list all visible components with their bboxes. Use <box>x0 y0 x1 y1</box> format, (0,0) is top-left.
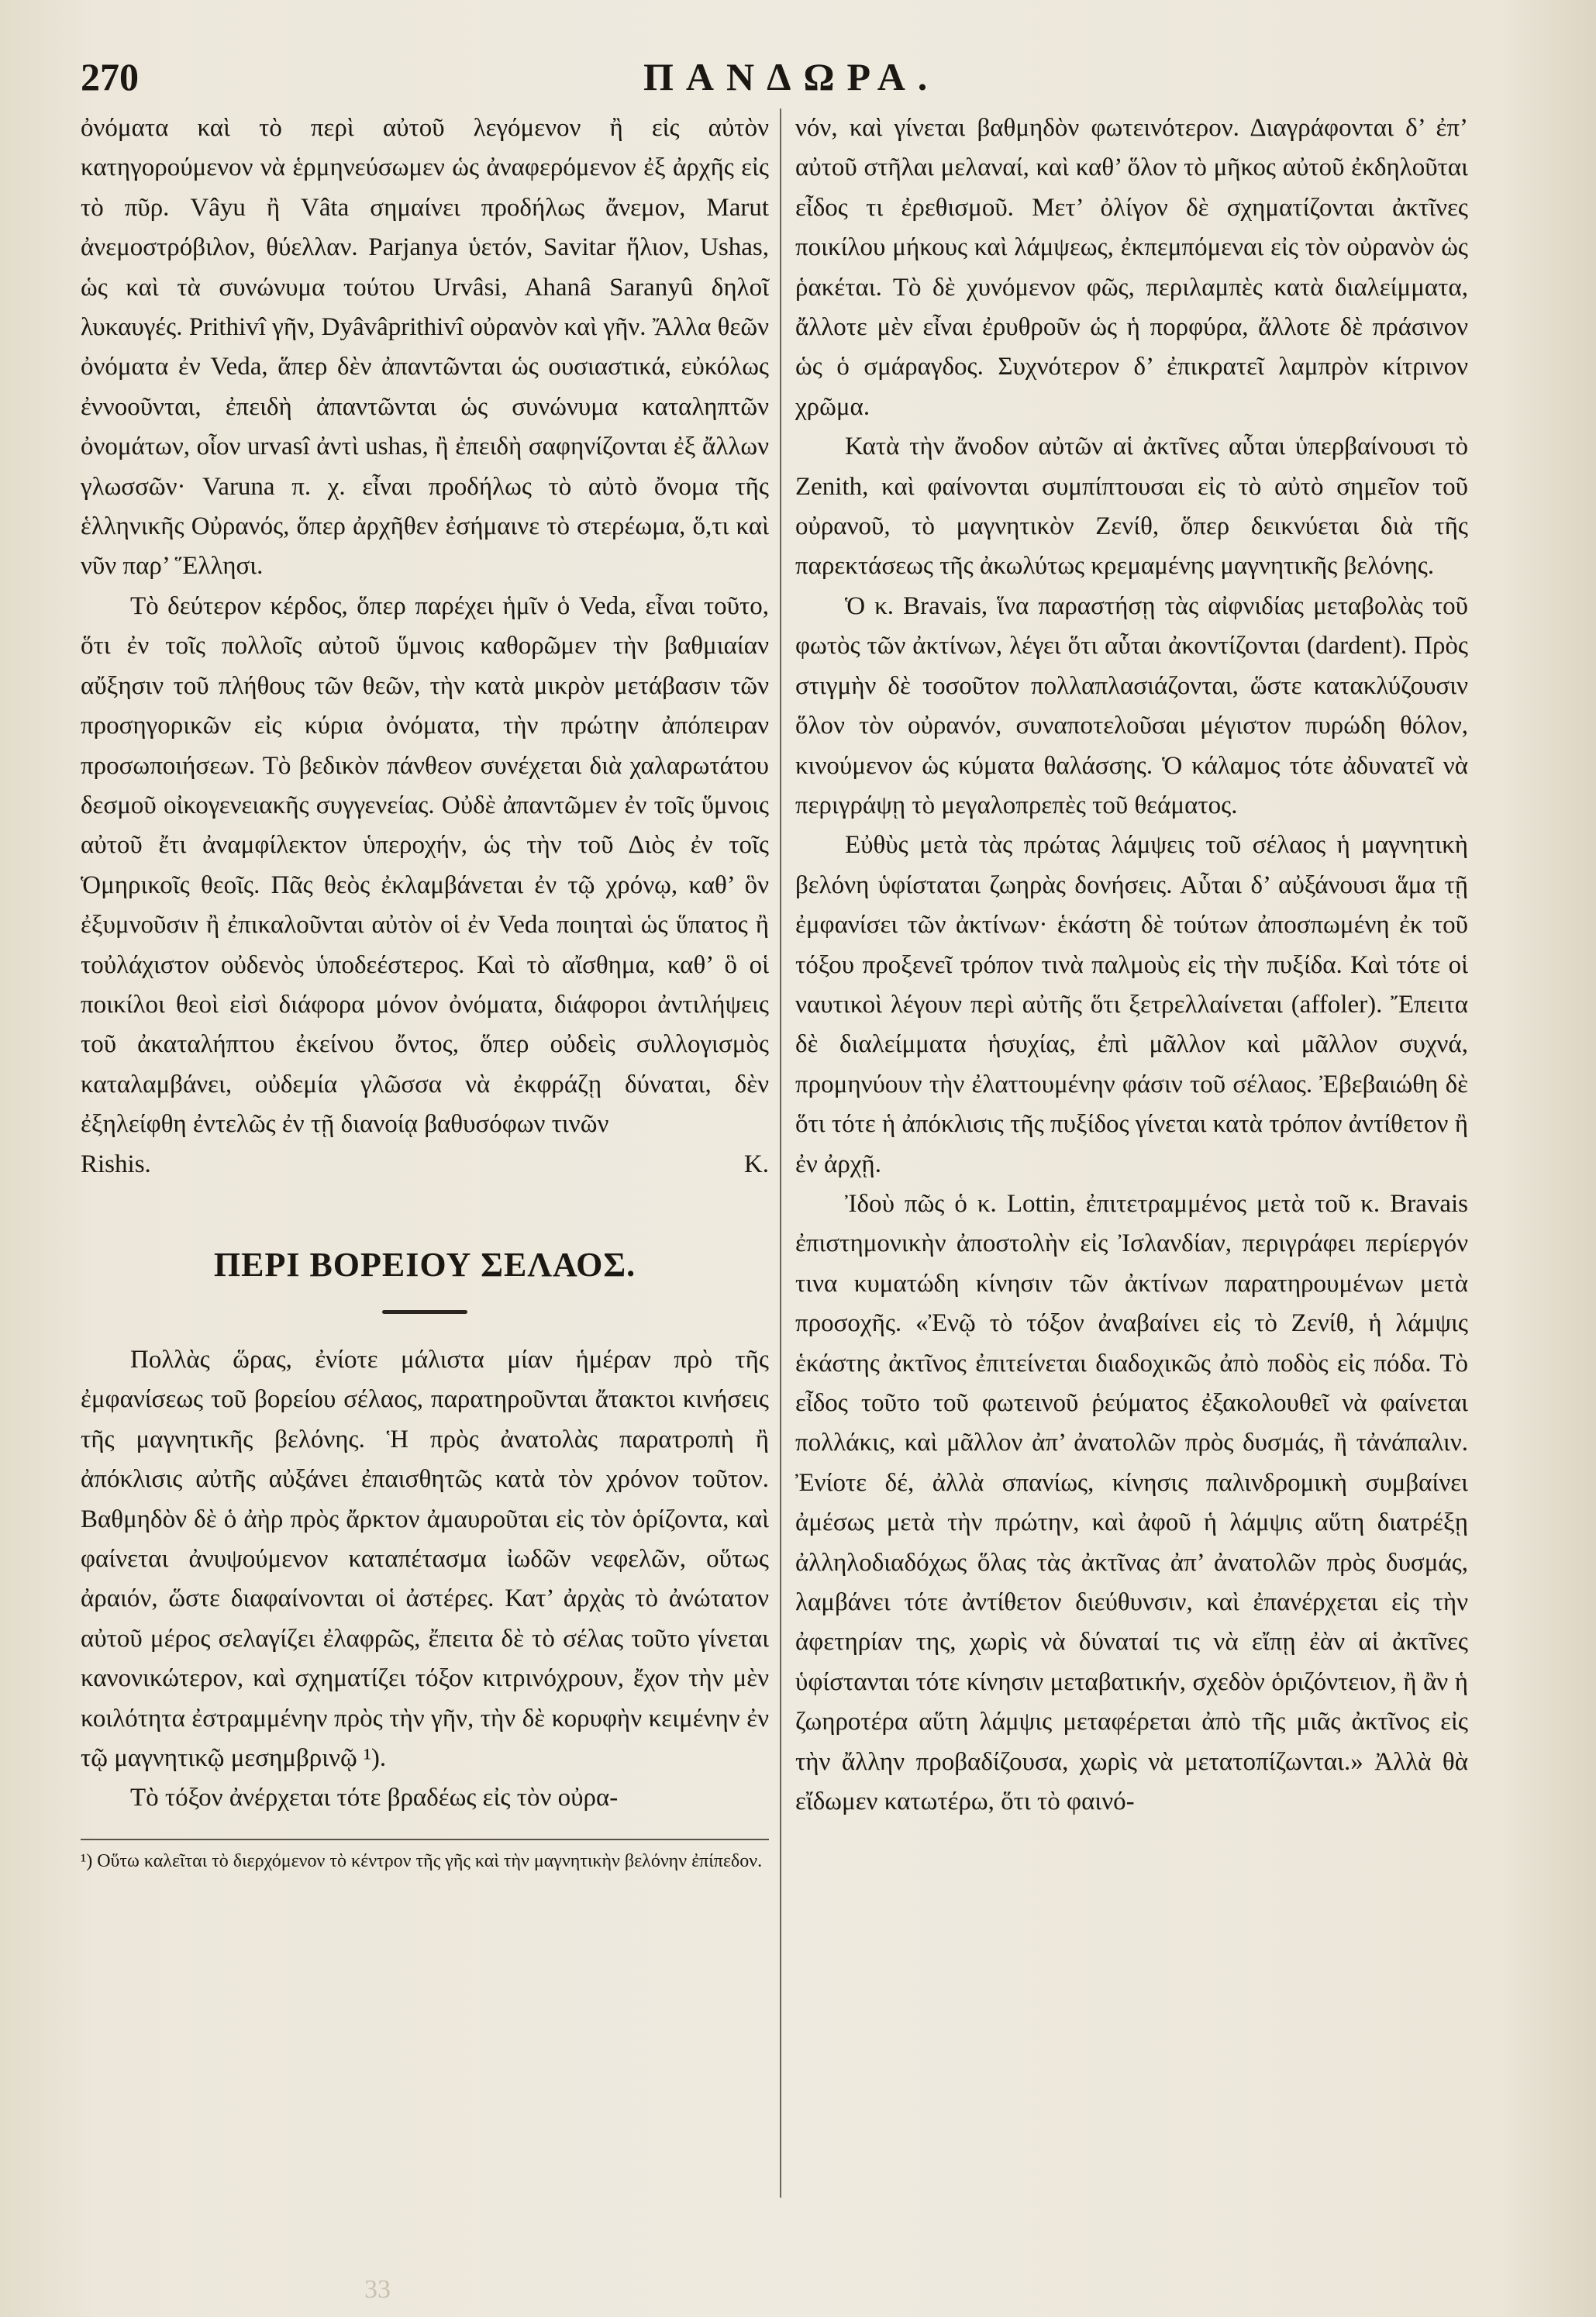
author-initial: Κ. <box>743 1150 769 1178</box>
paragraph: Ὁ κ. Bravais, ἵνα παραστήσῃ τὰς αἰφνιδίας μεταβολὰς τοῦ φωτὸς τῶν ἀκτίνων, λέγει ὅτι αὗται ἀκοντίζονται (dardent). Πρὸς στιγμὴν δὲ τοσοῦτον πολλαπλασιάζονται, ὥστε κατακλύζουσιν ὅλον τὸν οὐρανόν, συναποτελοῦσαι μέγιστον πυρώδη θόλον, κινούμενον ὡς κύματα θαλάσσης. Ὁ κάλαμος τότε ἀδυνατεῖ νὰ περιγράψῃ τὸ μεγαλοπρεπὲς τοῦ θεάματος. <box>795 591 1468 819</box>
footnote-divider <box>81 1839 769 1840</box>
article-end-row <box>81 1145 769 1184</box>
paragraph: Κατὰ τὴν ἄνοδον αὐτῶν αἱ ἀκτῖνες αὗται ὑπερβαίνουσι τὸ Zenith, καὶ φαίνονται συμπίπτουσαι εἰς τὸ αὐτὸ σημεῖον τοῦ οὐρανοῦ, τὸ μαγνητικὸν Zενίθ, ὅπερ δεικνύεται διὰ τῆς παρεκτάσεως τῆς ἀκωλύτως κρεμαμένης μαγνητικῆς βελόνης. <box>795 433 1468 581</box>
paragraph: ὀνόματα καὶ τὸ περὶ αὐτοῦ λεγόμενον ἢ εἰς αὐτὸν κατηγορούμενον νὰ ἑρμηνεύσωμεν ὡς ἀναφερόμενον ἐξ ἀρχῆς εἰς τὸ πῦρ. Vâyu ἢ Vâta σημαίνει προδήλως ἄνεμον, Marut ἀνεμοστρόβιλον, θύελλαν. Parjanya ὑετόν, Savitar ἥλιον, Ushas, ὡς καὶ τὰ συνώνυμα τούτου Urvâsi, Ahanâ Saranyû δηλοῖ λυκαυγές. Prithivî γῆν, Dyâvâprithivî οὐρανὸν καὶ γῆν. Ἄλλα θεῶν ὀνόματα ἐν Veda, ἅπερ δὲν ἀπαντῶνται ὡς ουσιαστικά, εὐκόλως ἐννοοῦνται, ἐπειδὴ ἀπαντῶνται ὡς συνώνυμα καταληπτῶν ὀνομάτων, οἷον urvasî ἀντὶ ushas, ἢ ἐπειδὴ σαφηνίζονται ἐξ ἄλλων γλωσσῶν· Varuna π. χ. εἶναι προδήλως τὸ αὐτὸ ὄνομα τῆς ἑλληνικῆς Οὐρανός, ὅπερ ἀρχῆθεν ἐσήμαινε τὸ στερέωμα, ὅ,τι καὶ νῦν παρ’ Ἕλλησι. <box>81 114 769 581</box>
closing-word: Rishis. <box>81 1150 151 1178</box>
paragraph: Τὸ τόξον ἀνέρχεται τότε βραδέως εἰς τὸν οὐρα- <box>130 1784 619 1812</box>
paragraph: Τὸ δεύτερον κέρδος, ὅπερ παρέχει ἡμῖν ὁ Veda, εἶναι τοῦτο, ὅτι ἐν τοῖς πολλοῖς αὐτοῦ ὕμνοις καθορῶμεν τὴν βαθμιαίαν αὔξησιν τοῦ πλήθους τῶν θεῶν, τὴν κατὰ μικρὸν μετάβασιν τῶν προσηγορικῶν εἰς κύρια ὀνόματα, τὴν πρώτην ἀπόπειραν προσωποιήσεων. Τὸ βεδικὸν πάνθεον συνέχεται διὰ χαλαρωτάτου δεσμοῦ οἰκογενειακῆς συγγενείας. Οὐδὲ ἀπαντῶμεν ἐν τοῖς ὕμνοις αὐτοῦ ἔτι ἀναμφίλεκτον ὑπεροχήν, ὡς τὴν τοῦ Διὸς ἐν τοῖς Ὁμηρικοῖς θεοῖς. Πᾶς θεὸς ἐκλαμβάνεται ἐν τῷ χρόνῳ, καθ’ ὃν ἐξυμνοῦσιν ἢ ἐπικαλοῦνται αὐτὸν οἱ ἐν Veda ποιηταὶ ὡς ὕπατος ἢ τοὐλάχιστον οὐδενὸς ὑποδεέστερος. Καὶ τὸ αἴσθημα, καθ’ ὃ οἱ ποικίλοι θεοὶ εἰσὶ διάφορα μόνον ὀνόματα, διάφοροι ἀντιλήψεις τοῦ ἀκαταλήπτου ἐκείνου ὄντος, ὅπερ οὐδεὶς συλλογισμὸς καταλαμβάνει, οὐδεμία γλῶσσα νὰ ἐκφράζῃ δύναται, δὲν ἐξηλείφθη ἐντελῶς ἐν τῇ διανοίᾳ βαθυσόφων τινῶν <box>81 591 769 1139</box>
footnote: ¹) Οὕτω καλεῖται τὸ διερχόμενον τὸ κέντρον τῆς γῆς καὶ τὴν μαγνητικὴν βελόνην ἐπίπεδον. <box>81 1850 763 1871</box>
page-number: 270 <box>81 55 139 98</box>
article-title: ΠΕΡΙ ΒΟΡΕΙΟΥ ΣΕΛΑΟΣ. <box>213 1245 636 1284</box>
left-column <box>81 109 769 1874</box>
paragraph: Εὐθὺς μετὰ τὰς πρώτας λάμψεις τοῦ σέλαος ἡ μαγνητικὴ βελόνη ὑφίσταται ζωηρὰς δονήσεις. Αὗται δ’ αὐξάνουσι ἅμα τῇ ἐμφανίσει τῶν ἀκτίνων· ἑκάστη δὲ τούτων ἀποσπωμένη ἐκ τοῦ τόξου προξενεῖ τρόπον τινὰ παλμοὺς εἰς τὴν πυξίδα. Καὶ τότε οἱ ναυτικοὶ λέγουν περὶ αὐτῆς ὅτι ξετρελλαίνεται (affoler). Ἔπειτα δὲ διαλείμματα ἡσυχίας, ἐπὶ μᾶλλον καὶ μᾶλλον συχνά, προμηνύουν τὴν ἐλαττουμένην φάσιν τοῦ σέλαος. Ἐβεβαιώθη δὲ ὅτι τότε ἡ ἀπόκλισις τῆς πυξίδος γίνεται κατὰ τρόπον ἀντίθετον ἢ ἐν ἀρχῇ. <box>795 831 1468 1178</box>
bleed-through-text: 33 <box>364 2275 391 2304</box>
paragraph: Πολλὰς ὥρας, ἐνίοτε μάλιστα μίαν ἡμέραν πρὸ τῆς ἐμφανίσεως τοῦ βορείου σέλαος, παρατηροῦνται ἄτακτοι κινήσεις τῆς μαγνητικῆς βελόνης. Ἡ πρὸς ἀνατολὰς παρατροπὴ ἢ ἀπόκλισις αὐτῆς αὐξάνει ἐπαισθητῶς κατὰ τὸν χρόνον τοῦτον. Βαθμηδὸν δὲ ὁ ἀὴρ πρὸς ἄρκτον ἀμαυροῦται εἰς τὸν ὁρίζοντα, καὶ φαίνεται ἀνυψούμενον καταπέτασμα ἰωδῶν νεφελῶν, οὕτως ἀραιόν, ὥστε διαφαίνονται οἱ ἀστέρες. Κατ’ ἀρχὰς τὸ ἀνώτατον αὐτοῦ μέρος σελαγίζει ἐλαφρῶς, ἔπειτα δὲ τὸ σέλας τοῦτο γίνεται κανονικώτερον, καὶ σχηματίζει τόξον κιτρινόχρουν, ἔχον τὴν μὲν κοιλότητα ἐστραμμένην πρὸς τὴν γῆν, τὴν δὲ κορυφὴν κειμένην ἐν τῷ μαγνητικῷ μεσημβρινῷ ¹). <box>81 1345 769 1773</box>
paragraph: Ἰδοὺ πῶς ὁ κ. Lottin, ἐπιτετραμμένος μετὰ τοῦ κ. Bravais ἐπιστημονικὴν ἀποστολὴν εἰς Ἰσλανδίαν, περιγράφει περίεργόν τινα κυματώδη κίνησιν τῶν ἀκτίνων παρατηρουμένων μετὰ προσοχῆς. «Ἐνῷ τὸ τόξον ἀναβαίνει εἰς τὸ Zενίθ, ἡ λάμψις ἑκάστης ἀκτῖνος ἐπιτείνεται διαδοχικῶς ἀπὸ ποδὸς εἰς πόδα. Τὸ εἶδος τοῦτο τοῦ φωτεινοῦ ῥεύματος ἐξακολουθεῖ νὰ φαίνεται πολλάκις, καὶ μᾶλλον ἀπ’ ἀνατολῶν πρὸς δυσμάς, ἢ τἀνάπαλιν. Ἐνίοτε δέ, ἀλλὰ σπανίως, κίνησις παλινδρομικὴ συμβαίνει ἀμέσως μετὰ τὴν πρώτην, καὶ ἀφοῦ ἡ λάμψις αὕτη διατρέξῃ ἀλληλοδιαδόχως ὅλας τὰς ἀκτῖνας ἀπ’ ἀνατολῶν πρὸς δυσμάς, λαμβάνει τότε ἀντίθετον διεύθυνσιν, καὶ ἐπανέρχεται εἰς τὴν ἀφετηρίαν της, χωρὶς νὰ δύναταί τις νὰ εἴπῃ ἐὰν αἱ ἀκτῖνες ὑφίστανται τότε κίνησιν μεταβατικήν, σχεδὸν ὁριζόντειον, ἢ ἂν ἡ ζωηροτέρα αὕτη λάμψις μεταφέρεται ἀπὸ τῆς μιᾶς ἀκτῖνος εἰς τὴν ἄλλην προβαδίζουσα, χωρὶς νὰ μετατοπίζωνται.» Ἀλλὰ θὰ εἴδωμεν κατωτέρω, ὅτι τὸ φαινό- <box>795 1189 1468 1816</box>
column-divider <box>780 109 781 2198</box>
paragraph: νόν, καὶ γίνεται βαθμηδὸν φωτεινότερον. Διαγράφονται δ’ ἐπ’ αὐτοῦ στῆλαι μελαναί, καὶ καθ’ ὅλον τὸ μῆκος αὐτοῦ ἐκδηλοῦται εἶδος τι ἐρεθισμοῦ. Μετ’ ὀλίγον δὲ σχηματίζονται ἀκτῖνες ποικίλου μήκους καὶ λάμψεως, ἐκπεμπόμεναι εἰς τὸν οὐρανὸν ὡς ῥακέται. Τὸ δὲ χυνόμενον φῶς, περιλαμπὲς κατὰ διαλείμματα, ἄλλοτε μὲν εἶναι ἐρυθροῦν ὡς ἡ πορφύρα, ἄλλοτε δὲ πράσινον ὡς ὁ σμάραγδος. Συχνότερον δ’ ἐπικρατεῖ λαμπρὸν κίτρινον χρῶμα. <box>795 114 1468 421</box>
running-title: ΠΑΝΔΩΡΑ. <box>643 55 940 98</box>
title-divider <box>382 1310 467 1314</box>
right-column <box>795 109 1468 1822</box>
